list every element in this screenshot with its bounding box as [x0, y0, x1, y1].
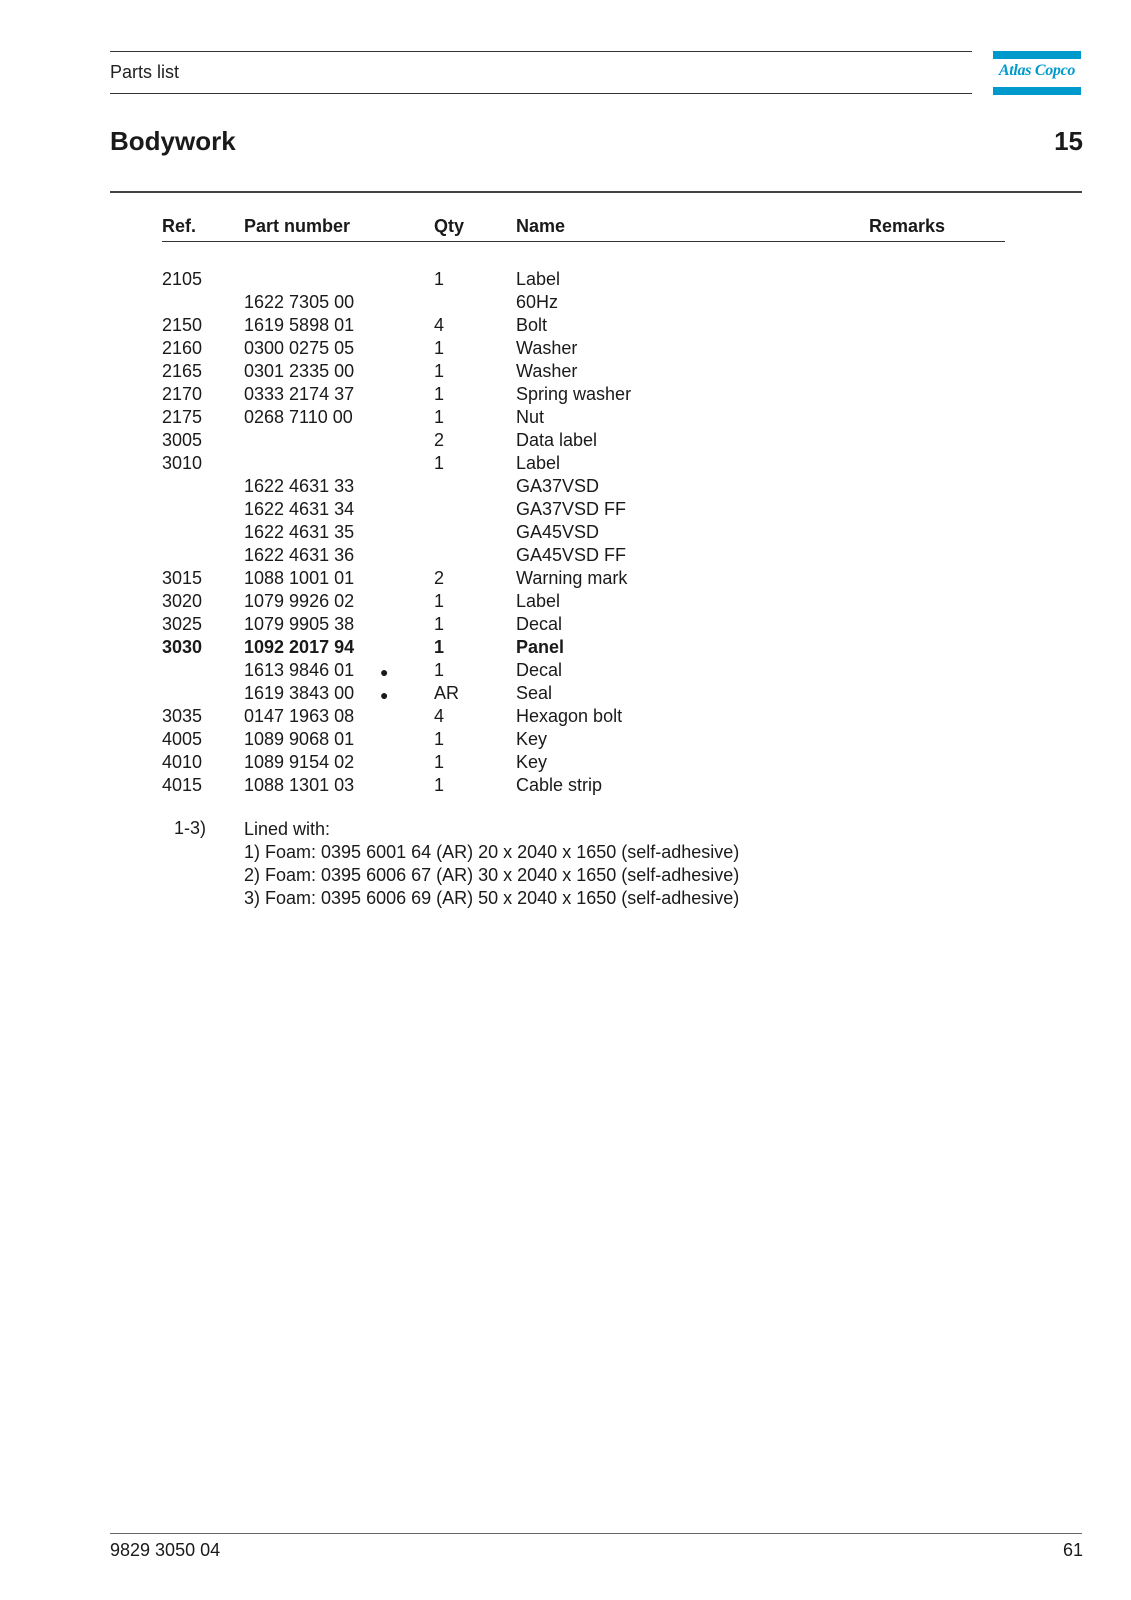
footnote-line: 3) Foam: 0395 6006 69 (AR) 50 x 2040 x 1650 (self-adhesive): [244, 888, 740, 908]
cell-part-number: 1079 9926 02: [244, 591, 355, 611]
table-row: [162, 659, 1005, 682]
table-row: [162, 337, 1005, 360]
cell-qty: 1: [434, 407, 445, 427]
cell-name: Label: [516, 591, 561, 611]
cell-qty: 1: [434, 361, 445, 381]
cell-name: Washer: [516, 361, 578, 381]
cell-ref: 2150: [162, 315, 203, 335]
cell-part-number: 0301 2335 00: [244, 361, 355, 381]
cell-name: Data label: [516, 430, 598, 450]
cell-ref: 4010: [162, 752, 203, 772]
table-row: [162, 383, 1005, 406]
cell-part-number: 1622 7305 00: [244, 292, 355, 312]
cell-ref: 2170: [162, 384, 203, 404]
section-label: Parts list: [110, 62, 180, 82]
cell-name: Hexagon bolt: [516, 706, 623, 726]
parts-table: [162, 216, 1005, 795]
cell-part-number: 1622 4631 33: [244, 476, 355, 496]
cell-qty: 2: [434, 568, 445, 588]
table-header-rule: [162, 241, 1005, 242]
cell-name: Seal: [516, 683, 553, 703]
table-body: [162, 268, 1005, 797]
cell-name: Panel: [516, 637, 565, 657]
cell-part-number: 1622 4631 35: [244, 522, 355, 542]
cell-name: 60Hz: [516, 292, 559, 312]
cell-qty: 1: [434, 591, 445, 611]
cell-part-number: 1092 2017 94: [244, 637, 355, 657]
table-row: [162, 590, 1005, 613]
document-number: 9829 3050 04: [110, 1540, 221, 1560]
logo-top-bar: [993, 51, 1081, 59]
logo-bottom-bar: [993, 87, 1081, 95]
cell-ref: 3005: [162, 430, 203, 450]
table-row: [162, 682, 1005, 705]
footnote-lines: [244, 818, 864, 910]
cell-part-number: 0268 7110 00: [244, 407, 353, 427]
cell-ref: 4005: [162, 729, 203, 749]
table-row: [162, 429, 1005, 452]
cell-qty: 1: [434, 729, 445, 749]
table-row: [162, 498, 1005, 521]
cell-ref: 3010: [162, 453, 203, 473]
cell-qty: 2: [434, 430, 445, 450]
footnote-line: Lined with:: [244, 819, 331, 839]
bullet-icon: ●: [380, 664, 389, 680]
cell-ref: 3025: [162, 614, 203, 634]
table-row: [162, 728, 1005, 751]
cell-part-number: 0333 2174 37: [244, 384, 355, 404]
footnote-marker: 1-3): [174, 818, 207, 838]
cell-part-number: 1088 1001 01: [244, 568, 355, 588]
cell-part-number: 0300 0275 05: [244, 338, 355, 358]
cell-qty: 4: [434, 315, 445, 335]
cell-ref: 2175: [162, 407, 203, 427]
cell-name: GA37VSD: [516, 476, 600, 496]
table-row: [162, 291, 1005, 314]
footnote-line: 2) Foam: 0395 6006 67 (AR) 30 x 2040 x 1650 (self-adhesive): [244, 865, 740, 885]
footnote-line: 1) Foam: 0395 6001 64 (AR) 20 x 2040 x 1650 (self-adhesive): [244, 842, 740, 862]
cell-part-number: 1079 9905 38: [244, 614, 355, 634]
cell-part-number: 1622 4631 34: [244, 499, 355, 519]
cell-name: Label: [516, 269, 561, 289]
page-number: 61: [1062, 1540, 1083, 1560]
table-row: [162, 314, 1005, 337]
cell-ref: 2160: [162, 338, 203, 358]
cell-qty: 1: [434, 614, 445, 634]
cell-part-number: 0147 1963 08: [244, 706, 355, 726]
column-header-qty: Qty: [434, 216, 465, 236]
cell-name: Decal: [516, 660, 563, 680]
table-row: [162, 567, 1005, 590]
cell-qty: AR: [434, 683, 460, 703]
cell-ref: 3020: [162, 591, 203, 611]
cell-ref: 3030: [162, 637, 203, 657]
cell-part-number: 1613 9846 01: [244, 660, 355, 680]
cell-name: GA37VSD FF: [516, 499, 627, 519]
cell-qty: 1: [434, 637, 445, 657]
header-bottom-rule: [110, 93, 972, 94]
table-row: [162, 613, 1005, 636]
table-row: [162, 774, 1005, 797]
table-row: [162, 705, 1005, 728]
title-rule: [110, 191, 1082, 193]
cell-ref: 3035: [162, 706, 203, 726]
table-row: [162, 636, 1005, 659]
cell-qty: 1: [434, 269, 445, 289]
cell-name: Key: [516, 729, 548, 749]
cell-qty: 4: [434, 706, 445, 726]
column-header-name: Name: [516, 216, 566, 236]
cell-name: Key: [516, 752, 548, 772]
cell-part-number: 1089 9154 02: [244, 752, 355, 772]
table-row: [162, 406, 1005, 429]
column-header-ref: Ref.: [162, 216, 197, 236]
cell-qty: 1: [434, 752, 445, 772]
cell-ref: 2105: [162, 269, 203, 289]
cell-part-number: 1619 3843 00: [244, 683, 355, 703]
cell-qty: 1: [434, 338, 445, 358]
cell-qty: 1: [434, 384, 445, 404]
chapter-number: 15: [1054, 126, 1083, 156]
table-row: [162, 521, 1005, 544]
cell-name: Label: [516, 453, 561, 473]
table-row: [162, 452, 1005, 475]
cell-name: Cable strip: [516, 775, 603, 795]
column-header-part-number: Part number: [244, 216, 351, 236]
cell-name: Bolt: [516, 315, 548, 335]
bullet-icon: ●: [380, 687, 389, 703]
column-header-remarks: Remarks: [869, 216, 946, 236]
logo-wordmark: Atlas Copco: [998, 62, 1076, 79]
cell-name: Warning mark: [516, 568, 628, 588]
header-top-rule: [110, 51, 972, 52]
cell-ref: 4015: [162, 775, 203, 795]
table-row: [162, 475, 1005, 498]
cell-name: Nut: [516, 407, 545, 427]
cell-name: GA45VSD: [516, 522, 600, 542]
cell-ref: 2165: [162, 361, 203, 381]
cell-name: GA45VSD FF: [516, 545, 627, 565]
cell-name: Spring washer: [516, 384, 632, 404]
cell-part-number: 1088 1301 03: [244, 775, 355, 795]
cell-part-number: 1089 9068 01: [244, 729, 355, 749]
table-row: [162, 751, 1005, 774]
cell-name: Washer: [516, 338, 578, 358]
table-row: [162, 268, 1005, 291]
cell-name: Decal: [516, 614, 563, 634]
cell-qty: 1: [434, 775, 445, 795]
table-row: [162, 360, 1005, 383]
footer-rule: [110, 1533, 1082, 1534]
table-row: [162, 544, 1005, 567]
cell-part-number: 1622 4631 36: [244, 545, 355, 565]
cell-qty: 1: [434, 660, 445, 680]
table-header: [162, 216, 1005, 240]
chapter-title: Bodywork: [110, 126, 236, 156]
atlas-copco-logo: [993, 51, 1081, 95]
cell-qty: 1: [434, 453, 445, 473]
cell-part-number: 1619 5898 01: [244, 315, 355, 335]
cell-ref: 3015: [162, 568, 203, 588]
